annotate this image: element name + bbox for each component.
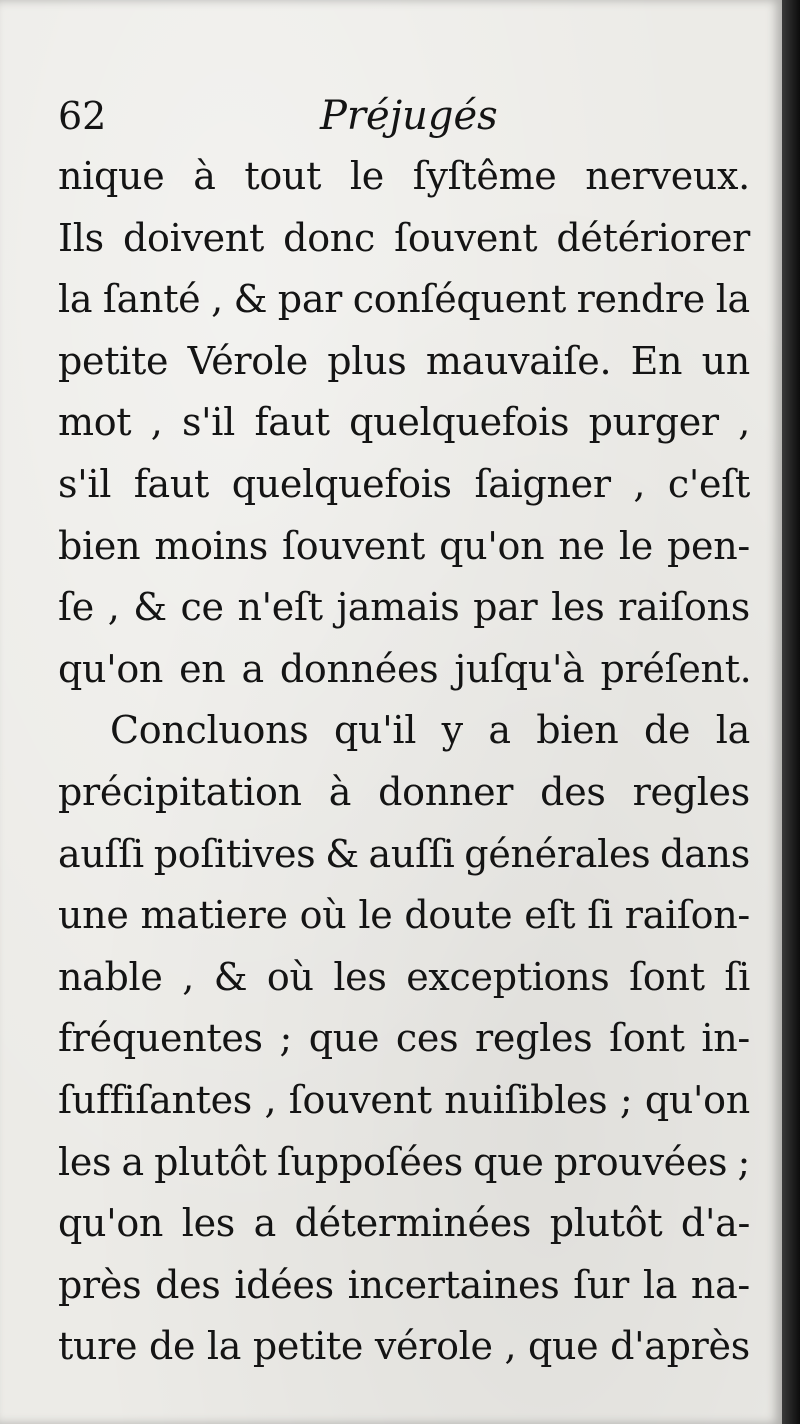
text-line — [58, 1193, 750, 1255]
word: moins — [154, 523, 268, 568]
word: le — [618, 523, 653, 568]
text-line — [58, 1070, 750, 1132]
word: de — [148, 1324, 196, 1369]
word: faut — [133, 461, 210, 506]
word: juſqu'à — [454, 646, 585, 691]
book-gutter-shadow — [782, 0, 800, 1424]
word: où — [266, 954, 314, 999]
word: données — [279, 646, 439, 691]
word: ſyſtême — [412, 154, 557, 198]
word: nable — [58, 954, 163, 999]
word: préſent. — [600, 646, 752, 691]
word: y — [441, 708, 463, 753]
word: plutôt — [154, 1139, 267, 1184]
word: ſouvent — [282, 523, 426, 568]
text-line — [58, 146, 750, 208]
word: , — [264, 1077, 277, 1122]
word: le — [358, 893, 393, 938]
word: qu'il — [334, 708, 417, 753]
text-line — [58, 516, 750, 578]
word: idées — [234, 1262, 334, 1307]
text-line — [58, 824, 750, 886]
word: à — [328, 769, 352, 814]
text-line — [58, 639, 750, 701]
text-line — [58, 947, 750, 1009]
word: a — [488, 708, 511, 753]
word: ſouvent — [288, 1077, 432, 1122]
body-text — [58, 146, 750, 1378]
word: générales — [464, 831, 651, 876]
word: , — [182, 954, 195, 999]
word: ; — [619, 1077, 633, 1122]
text-line — [58, 1008, 750, 1070]
word: , — [504, 1324, 517, 1369]
word: ſuffiſantes — [58, 1077, 252, 1122]
word: mauvaiſe. — [425, 338, 612, 383]
word: la — [58, 277, 93, 322]
word: jamais — [336, 585, 460, 630]
word: n'eſt — [237, 585, 323, 630]
word: les — [333, 954, 387, 999]
word: les — [181, 1201, 235, 1246]
word: ſur — [573, 1262, 630, 1307]
word: mot — [58, 400, 132, 445]
word: de — [644, 708, 691, 753]
word: la — [715, 708, 750, 753]
text-line — [58, 331, 750, 393]
word: vérole — [374, 1324, 493, 1369]
word: ; — [279, 1016, 293, 1061]
word: ; — [737, 1139, 750, 1184]
word: regles — [475, 1016, 593, 1061]
word: poſitives — [153, 831, 316, 876]
word: précipitation — [58, 769, 302, 814]
word: na- — [690, 1262, 750, 1307]
word: & — [325, 831, 359, 876]
text-line — [58, 1132, 750, 1194]
text-line — [58, 577, 750, 639]
word: & — [233, 277, 268, 322]
word: En — [630, 338, 683, 383]
word: exceptions — [406, 954, 610, 999]
word: regles — [632, 769, 750, 814]
word: auſſi — [58, 831, 144, 876]
word: plus — [327, 338, 407, 383]
word: d'a- — [680, 1201, 750, 1246]
text-line — [58, 269, 750, 331]
word: ſi — [724, 954, 750, 999]
word: ces — [395, 1016, 459, 1061]
word: bien — [536, 708, 619, 753]
word: quelquefois — [349, 400, 570, 445]
text-line — [58, 1255, 750, 1317]
word: bien — [58, 523, 141, 568]
word: ſe — [58, 585, 94, 630]
word: plutôt — [549, 1201, 663, 1246]
text-line — [58, 1316, 750, 1378]
word: pen- — [667, 523, 750, 568]
word: nerveux. — [585, 154, 750, 198]
word: donner — [378, 769, 514, 814]
word: une — [58, 893, 129, 938]
word: détériorer — [556, 215, 750, 260]
word: la — [715, 277, 750, 322]
running-head: Préjugés — [320, 93, 498, 139]
word: qu'on — [58, 646, 164, 691]
word: , — [738, 400, 750, 445]
word: déterminées — [294, 1201, 532, 1246]
word: le — [349, 154, 384, 198]
word: incertaines — [347, 1262, 560, 1307]
word: d'après — [610, 1324, 750, 1369]
text-line — [58, 700, 750, 762]
word: faut — [254, 400, 330, 445]
text-line — [58, 454, 750, 516]
word: , — [633, 461, 646, 506]
word: nuiſibles — [444, 1077, 608, 1122]
word: , — [211, 277, 223, 322]
word: Concluons — [110, 708, 309, 753]
word: ſont — [609, 1016, 685, 1061]
word: la — [642, 1262, 678, 1307]
text-line — [58, 885, 750, 947]
word: les — [551, 585, 605, 630]
word: ſaigner — [474, 461, 611, 506]
word: doivent — [122, 215, 264, 260]
page-header — [58, 88, 738, 144]
word: eſt — [524, 893, 576, 938]
word: a — [121, 1139, 144, 1184]
word: près — [58, 1262, 142, 1307]
word: que — [308, 1016, 380, 1061]
word: un — [701, 338, 750, 383]
word: rendre — [576, 277, 705, 322]
word: & — [133, 585, 167, 630]
word: quelquefois — [231, 461, 452, 506]
word: , — [150, 400, 163, 445]
word: ſuppoſées — [276, 1139, 463, 1184]
word: Ils — [58, 215, 104, 260]
word: qu'on — [439, 523, 545, 568]
word: raiſons — [618, 585, 750, 630]
word: nique — [58, 154, 165, 198]
word: ſanté — [102, 277, 201, 322]
word: la — [206, 1324, 242, 1369]
word: conſéquent — [352, 277, 566, 322]
word: où — [299, 893, 347, 938]
word: , — [107, 585, 120, 630]
word: doute — [404, 893, 513, 938]
text-line — [58, 208, 750, 270]
word: ne — [558, 523, 605, 568]
word: ſi — [587, 893, 613, 938]
text-line — [58, 392, 750, 454]
word: des — [540, 769, 606, 814]
word: qu'on — [58, 1201, 164, 1246]
word: purger — [588, 400, 719, 445]
word: dans — [660, 831, 750, 876]
word: in- — [701, 1016, 750, 1061]
word: a — [253, 1201, 276, 1246]
word: ce — [180, 585, 224, 630]
word: & — [213, 954, 248, 999]
word: en — [179, 646, 226, 691]
text-line — [58, 762, 750, 824]
word: Vérole — [187, 338, 308, 383]
word: ſont — [629, 954, 705, 999]
word: c'eſt — [667, 461, 750, 506]
word: ture — [58, 1324, 138, 1369]
word: ſouvent — [394, 215, 538, 260]
word: petite — [58, 338, 169, 383]
word: donc — [283, 215, 375, 260]
word: que — [527, 1324, 599, 1369]
word: par — [277, 277, 343, 322]
word: a — [241, 646, 264, 691]
word: des — [155, 1262, 221, 1307]
word: s'il — [58, 461, 112, 506]
word: auſſi — [368, 831, 455, 876]
word: matiere — [140, 893, 288, 938]
word: que — [473, 1139, 544, 1184]
page-number: 62 — [58, 94, 107, 138]
word: prouvées — [553, 1139, 728, 1184]
word: fréquentes — [58, 1016, 263, 1061]
word: par — [473, 585, 538, 630]
word: tout — [244, 154, 322, 198]
word: petite — [252, 1324, 364, 1369]
word: qu'on — [644, 1077, 750, 1122]
word: s'il — [181, 400, 236, 445]
word: les — [58, 1139, 112, 1184]
word: raiſon- — [624, 893, 750, 938]
word: à — [193, 154, 216, 198]
